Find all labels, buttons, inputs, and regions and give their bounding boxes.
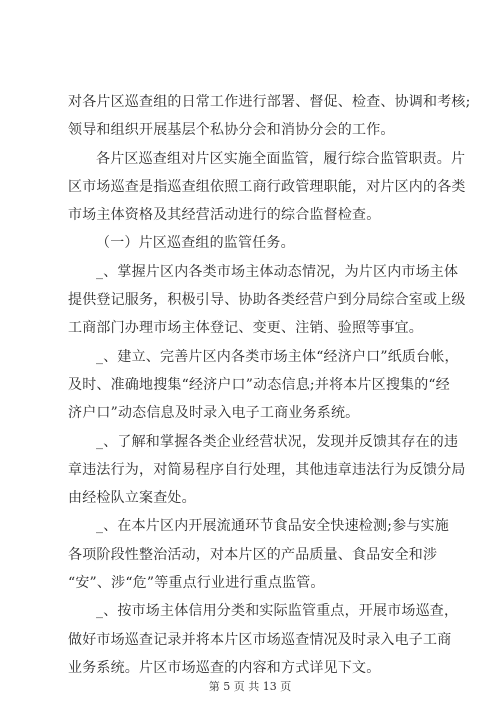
text-line: _、掌握片区内各类市场主体动态情况，为片区内市场主体: [96, 263, 459, 280]
paragraph-7: [68, 512, 460, 597]
paragraph-1: [68, 88, 471, 145]
text-line: _、了解和掌握各类企业经营状况，发现并反馈其存在的违: [96, 433, 459, 450]
paragraph-4: [68, 258, 466, 343]
page-number: 第 5 页 共 13 页: [208, 680, 292, 693]
text-line: 章违法行为，对简易程序自行处理，其他违章违法行为反馈分局: [68, 461, 466, 478]
text-line: 工商部门办理市场主体登记、变更、注销、验照等事宜。: [68, 320, 423, 337]
document-body: [68, 88, 471, 682]
page-footer: [0, 678, 500, 694]
paragraph-8: [68, 597, 460, 682]
text-line: 对各片区巡查组的日常工作进行部署、督促、检查、协调和考核;: [68, 94, 471, 110]
text-line: 提供登记服务，积极引导、协助各类经营户到分局综合室或上级: [68, 292, 466, 309]
text-line: 由经检队立案查处。: [68, 490, 196, 507]
paragraph-6: [68, 428, 466, 513]
text-line: 业务系统。片区市场巡查的内容和方式详见下文。: [68, 659, 381, 676]
paragraph-2: [68, 145, 466, 230]
section-heading: [68, 229, 460, 257]
text-line: _、按市场主体信用分类和实际监管重点，开展市场巡查，: [96, 603, 459, 620]
text-line: 及时、准确地搜集“经济户口”动态信息;并将本片区搜集的“经: [68, 376, 450, 393]
text-line: 市场主体资格及其经营活动进行的综合监督检查。: [68, 207, 381, 224]
text-line: “安”、涉“危”等重点行业进行重点监管。: [68, 575, 325, 592]
text-line: 各片区巡查组对片区实施全面监管，履行综合监管职责。片: [96, 150, 466, 167]
text-line: 领导和组织开展基层个私协分会和消协分会的工作。: [68, 122, 395, 139]
paragraph-5: [68, 343, 460, 428]
text-line: 济户口”动态信息及时录入电子工商业务系统。: [68, 405, 360, 422]
text-line: 各项阶段性整治活动，对本片区的产品质量、食品安全和涉: [68, 546, 438, 563]
text-line: 区市场巡查是指巡查组依照工商行政管理职能，对片区内的各类: [68, 178, 466, 195]
text-line: （一）片区巡查组的监管任务。: [96, 235, 295, 252]
text-line: _、在本片区内开展流通环节食品安全快速检测;参与实施: [96, 518, 449, 535]
text-line: _、建立、完善片区内各类市场主体“经济户口”纸质台帐，: [96, 348, 459, 365]
text-line: 做好市场巡查记录并将本片区市场巡查情况及时录入电子工商: [68, 631, 452, 648]
